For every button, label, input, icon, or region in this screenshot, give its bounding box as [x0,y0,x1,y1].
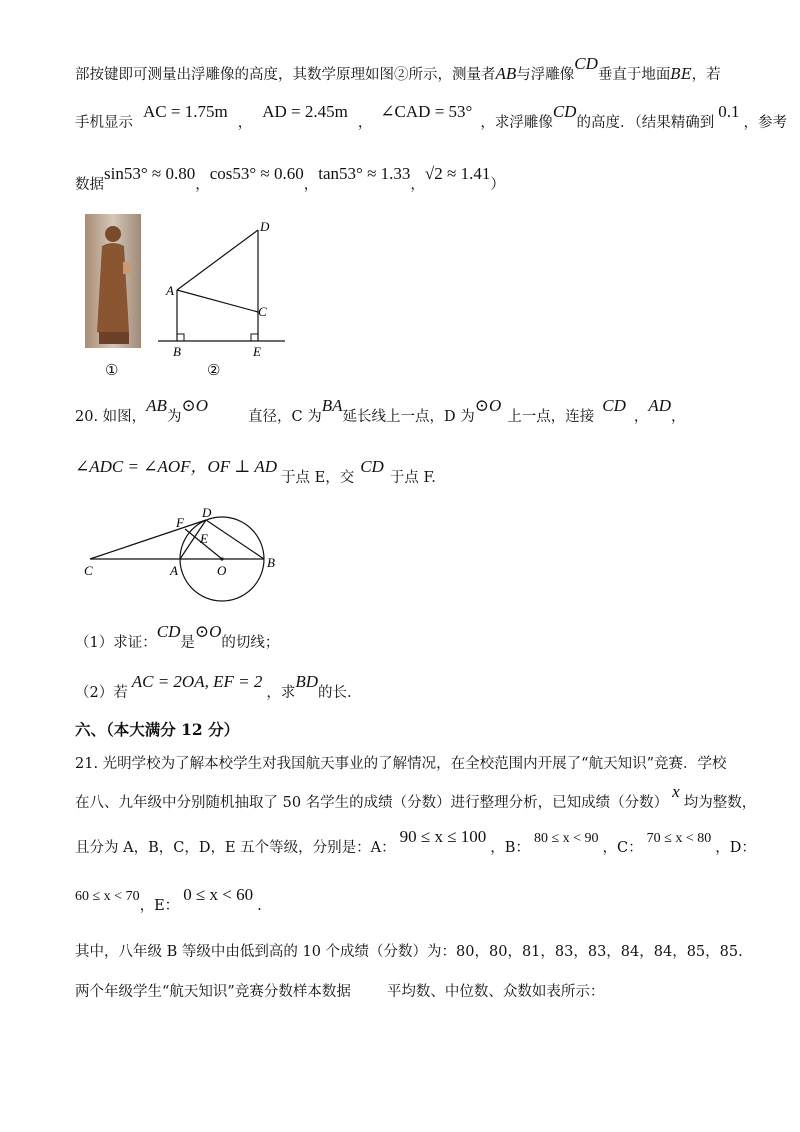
math: AD = 2.45m [262,102,348,121]
text: 部按键即可测量出浮雕像的高度，其数学原理如图②所示，测量者 [75,67,496,83]
text: 延长线上一点，D 为 [342,409,475,425]
math: ∠CAD = 53° [380,102,473,121]
q20-part1 [75,622,730,655]
math: AD [648,396,672,415]
math: 80 ≤ x < 90 [533,831,599,846]
text: ，参考 [743,115,787,131]
text: 手机显示 [75,115,133,131]
math: 0 ≤ x < 60 [183,885,254,904]
label-A: A [170,563,178,578]
text: ，求浮雕像 [480,115,553,131]
q21-line6 [75,980,730,1004]
text: ，若 [691,67,721,83]
math: ⊙O [181,396,208,415]
text: 上一点，连接 [507,409,595,425]
text: ，B： [490,840,530,856]
math: BE [670,67,692,83]
text: 的切线； [221,635,280,651]
text: 为 [166,409,182,425]
q20-part2 [75,672,730,705]
text: 于点 F. [389,470,436,486]
math: AB [495,64,517,83]
q19-line2 [75,102,787,135]
label-E: E [253,344,261,359]
label-A: A [166,283,174,298]
math: 70 ≤ x < 80 [646,831,712,846]
text: ， [410,177,425,193]
text: ） [490,177,505,193]
text: ， [237,115,253,131]
text: 与浮雕像 [516,67,575,83]
q21-line4 [75,885,730,919]
math: 90 ≤ x ≤ 100 [399,827,487,846]
label-D: D [202,505,212,520]
math: 60 ≤ x < 70 [75,889,140,904]
math: CD [156,622,181,641]
figure1-label: ① [105,361,119,379]
label-D: D [260,219,270,234]
text: ， [671,409,686,425]
q21-line1: 21. 光明学校为了解本校学生对我国航天事业的了解情况，在全校范围内开展了“航天知识”竞赛．学校 [75,756,727,772]
text: 的长. [318,685,352,701]
text: 于点 E，交 [281,470,355,486]
label-C: C [258,304,267,319]
figure2-label: ② [207,361,221,379]
text: ， [357,115,373,131]
math: tan53° ≈ 1.33 [318,164,411,183]
math: AB [146,396,167,415]
text: ，E： [139,898,180,914]
text: ， [303,177,319,193]
text: 两个年级学生“航天知识”竞赛分数样本数据 [75,984,351,1000]
q20-line2 [75,457,730,490]
section-heading: 六、（本大满分 12 分） [75,720,240,739]
text: 数据 [75,177,104,193]
text: 且分为 A，B，C，D，E 五个等级，分别是：A： [75,840,396,856]
statue-photo [85,214,141,348]
math: cos53° ≈ 0.60 [209,164,304,183]
math: BA [321,396,343,415]
text: 均为整数， [683,795,757,811]
text: 直径，C 为 [247,409,322,425]
label-O: O [217,563,227,578]
q21-line5: 其中，八年级 B 等级中由低到高的 10 个成绩（分数）为：80，80，81，83，83，84，84，85，85. [75,944,743,960]
math: sin53° ≈ 0.80 [104,164,196,183]
q19-line1 [75,54,730,87]
text: ，求 [266,685,296,701]
figure2-diagram [150,214,290,360]
text: ， [633,409,649,425]
text: （2）若 [75,685,128,701]
label-C: C [84,563,93,578]
q21-line3 [75,827,756,861]
text: ，C： [602,840,643,856]
label-B: B [267,555,275,570]
circle-diagram [80,505,280,605]
label-F: F [176,515,184,530]
math: 0.1 [718,102,740,121]
text: . [257,898,262,914]
math: CD [574,54,598,73]
math: AC = 2OA, EF = 2 [131,672,263,691]
math: CD [602,396,626,415]
label-B: B [173,344,181,359]
question-number: 20. 如图， [75,409,147,425]
text: ，D： [715,840,756,856]
label-E: E [200,531,208,546]
q19-line3 [75,164,730,197]
text: 是 [180,635,195,651]
math: CD [360,457,384,476]
math: ⊙O [474,396,502,415]
math: ⊙O [194,622,222,641]
text: （1）求证： [75,635,157,651]
math: x [672,782,680,801]
math: √2 ≈ 1.41 [424,164,491,183]
text: 平均数、中位数、众数如表所示： [386,984,605,1000]
math: ∠ADC = ∠AOF，OF ⊥ AD [75,457,278,476]
text: 垂直于地面 [597,67,671,83]
math: CD [552,102,577,121]
math: BD [295,672,319,691]
text: 在八、九年级中分别随机抽取了 50 名学生的成绩（分数）进行整理分析，已知成绩（分数） [75,795,669,811]
text: 的高度．（结果精确到 [576,115,715,131]
q21-line2 [75,782,757,815]
math: AC = 1.75m [143,102,228,121]
q20-line1 [75,396,730,429]
text: ， [195,177,210,193]
